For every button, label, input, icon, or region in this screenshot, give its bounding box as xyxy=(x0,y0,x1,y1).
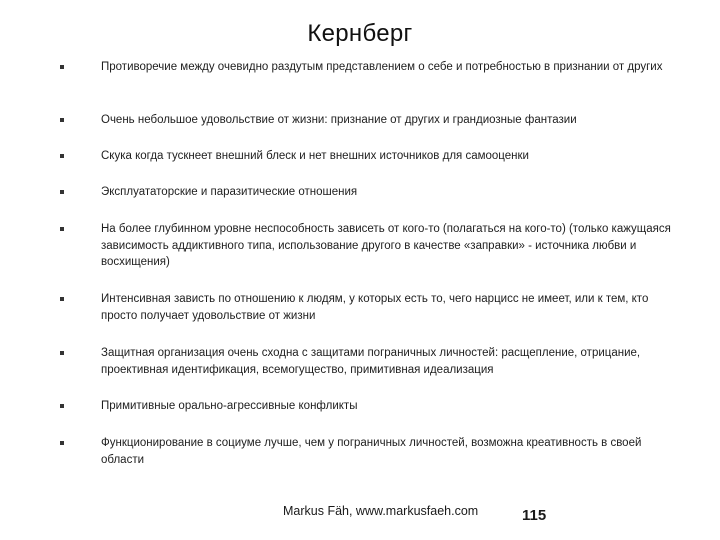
bullet-marker xyxy=(60,351,64,355)
bullet-marker xyxy=(60,297,64,301)
bullet-text: На более глубинном уровне неспособность зависеть от кого-то (полагаться на кого-то) (только кажущаяся зависимость аддиктивного типа, использование другого в качестве «заправки» - источника любви и восхищения) xyxy=(101,223,671,268)
bullet-text: Противоречие между очевидно раздутым представлением о себе и потребностью в признании от других xyxy=(101,61,663,73)
bullet-text: Функционирование в социуме лучше, чем у пограничных личностей, возможна креативность в своей области xyxy=(101,437,642,466)
footer-credit: Markus Fäh, www.markusfaeh.com xyxy=(283,504,479,518)
bullet-text: Очень небольшое удовольствие от жизни: признание от других и грандиозные фантазии xyxy=(101,114,577,126)
bullet-marker xyxy=(60,65,64,69)
bullet-text: Эксплуататорские и паразитические отношения xyxy=(101,186,358,198)
page-number: 115 xyxy=(522,507,547,524)
slide-title: Кернберг xyxy=(307,20,413,47)
bullet-marker xyxy=(60,190,64,194)
bullet-marker xyxy=(60,404,64,408)
bullet-marker xyxy=(60,118,64,122)
bullet-text: Скука когда тускнеет внешний блеск и нет внешних источников для самооценки xyxy=(101,150,529,162)
bullet-marker xyxy=(60,154,64,158)
bullet-marker xyxy=(60,227,64,231)
bullet-text: Защитная организация очень сходна с защитами пограничных личностей: расщепление, отрицание, проективная идентификация, всемогущество, примитивная идеализация xyxy=(101,347,641,376)
bullet-marker xyxy=(60,441,64,445)
bullet-text: Примитивные орально-агрессивные конфликты xyxy=(101,400,358,412)
bullet-text: Интенсивная зависть по отношению к людям, у которых есть то, чего нарцисс не имеет, или к тем, кто просто получает удовольствие от жизни xyxy=(101,293,649,322)
